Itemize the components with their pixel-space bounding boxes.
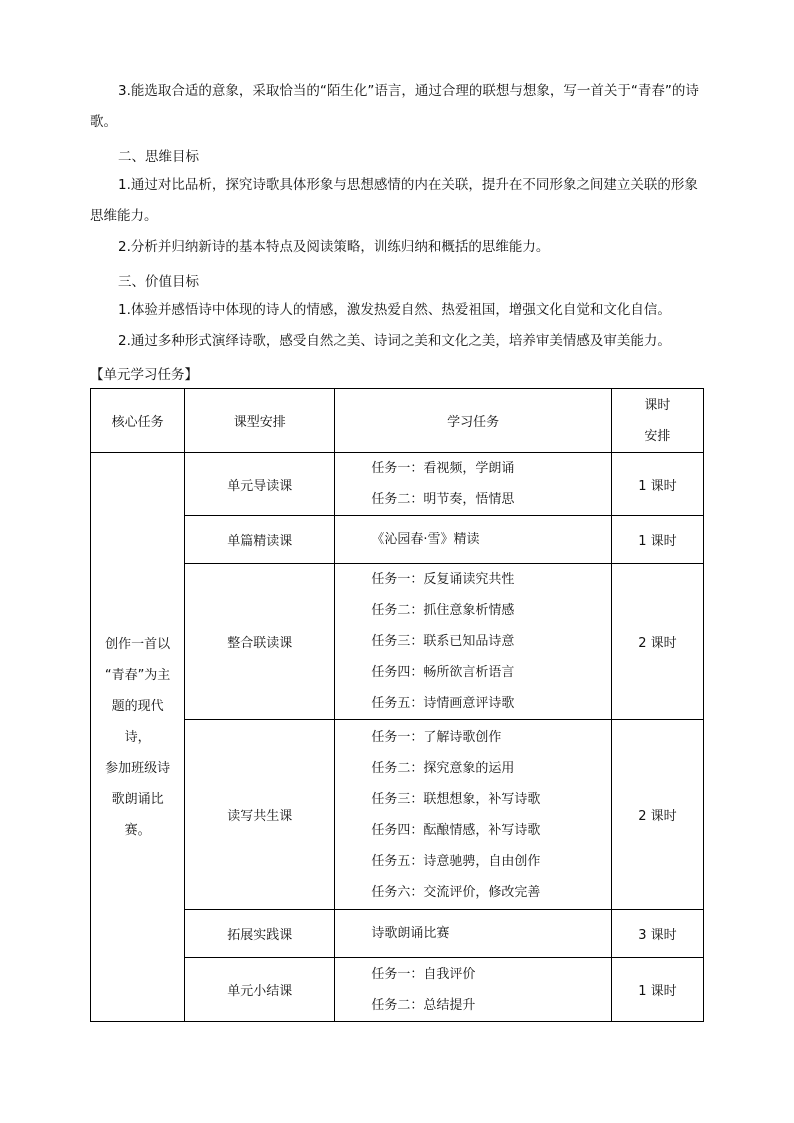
table-row xyxy=(91,453,704,516)
unit-task-table xyxy=(90,388,704,1022)
task-item: 任务一：反复诵读究共性 xyxy=(371,572,515,587)
task-item: 任务二：明节奏，悟情思 xyxy=(371,492,515,507)
task-item: 任务三：联想想象，补写诗歌 xyxy=(371,791,541,807)
task-list-cell xyxy=(335,910,611,958)
thinking-goals-heading: 二、思维目标 xyxy=(118,149,199,165)
header-lesson-type: 课型安排 xyxy=(185,389,335,453)
value-goals-heading: 三、价值目标 xyxy=(118,274,199,290)
core-task-cell xyxy=(91,453,185,1022)
hours-cell: 2 课时 xyxy=(611,720,703,910)
task-item: 任务二：总结提升 xyxy=(371,997,476,1013)
hours-cell: 1 课时 xyxy=(611,453,703,516)
lesson-type-cell: 拓展实践课 xyxy=(185,910,335,958)
task-item: 任务五：诗情画意评诗歌 xyxy=(371,696,515,711)
core-task-line: 参加班级诗 xyxy=(105,760,171,776)
task-list-cell xyxy=(335,516,611,564)
task-item: 任务一：看视频，学朗诵 xyxy=(371,461,515,476)
header-core-task: 核心任务 xyxy=(91,389,185,453)
task-item: 任务二：探究意象的运用 xyxy=(371,760,515,776)
core-task-line: 创作一首以 xyxy=(105,636,171,652)
task-item: 任务一：自我评价 xyxy=(371,966,476,982)
lesson-type-cell: 单篇精读课 xyxy=(185,516,335,564)
value-goal-2: 2.通过多种形式演绎诗歌，感受自然之美、诗词之美和文化之美，培养审美情感及审美能力。 xyxy=(118,333,671,349)
thinking-goal-2: 2.分析并归纳新诗的基本特点及阅读策略，训练归纳和概括的思维能力。 xyxy=(118,239,550,255)
intro-item-3: 3.能选取合适的意象，采取恰当的“陌生化”语言，通过合理的联想与想象，写一首关于“青春”的诗歌。 xyxy=(90,83,699,130)
thinking-goal-1: 1.通过对比品析，探究诗歌具体形象与思想感情的内在关联，提升在不同形象之间建立关联的形象思维能力。 xyxy=(90,177,698,224)
core-task-line: 歌朗诵比赛。 xyxy=(111,791,164,838)
task-list-cell xyxy=(335,958,611,1022)
hours-cell: 3 课时 xyxy=(611,910,703,958)
task-item: 诗歌朗诵比赛 xyxy=(371,926,450,941)
header-hours-line-2: 安排 xyxy=(644,428,671,444)
lesson-type-cell: 读写共生课 xyxy=(185,720,335,910)
task-item: 任务四：酝酿情感，补写诗歌 xyxy=(371,822,541,838)
task-item: 任务一：了解诗歌创作 xyxy=(371,729,502,745)
task-item: 任务二：抓住意象析情感 xyxy=(371,603,515,618)
lesson-type-cell: 单元小结课 xyxy=(185,958,335,1022)
header-learning-task: 学习任务 xyxy=(335,389,611,453)
hours-cell: 1 课时 xyxy=(611,516,703,564)
hours-cell: 1 课时 xyxy=(611,958,703,1022)
table-header-row xyxy=(91,389,704,453)
task-list-cell xyxy=(335,453,611,516)
core-task-line: 题的现代诗， xyxy=(111,698,164,745)
task-item: 任务五：诗意驰骋，自由创作 xyxy=(371,853,541,869)
value-goal-1: 1.体验并感悟诗中体现的诗人的情感，激发热爱自然、热爱祖国，增强文化自觉和文化自信。 xyxy=(118,302,671,318)
lesson-type-cell: 单元导读课 xyxy=(185,453,335,516)
task-item: 任务六：交流评价，修改完善 xyxy=(371,884,541,900)
unit-task-section-title: 【单元学习任务】 xyxy=(90,367,198,383)
hours-cell: 2 课时 xyxy=(611,564,703,720)
task-list-cell xyxy=(335,564,611,720)
task-item: 《沁园春·雪》精读 xyxy=(371,532,480,547)
lesson-type-cell: 整合联读课 xyxy=(185,564,335,720)
task-item: 任务三：联系已知品诗意 xyxy=(371,634,515,649)
core-task-line: “青春”为主 xyxy=(104,667,171,683)
task-list-cell xyxy=(335,720,611,910)
header-hours xyxy=(611,389,703,453)
header-hours-line-1: 课时 xyxy=(644,397,671,413)
task-item: 任务四：畅所欲言析语言 xyxy=(371,665,515,680)
